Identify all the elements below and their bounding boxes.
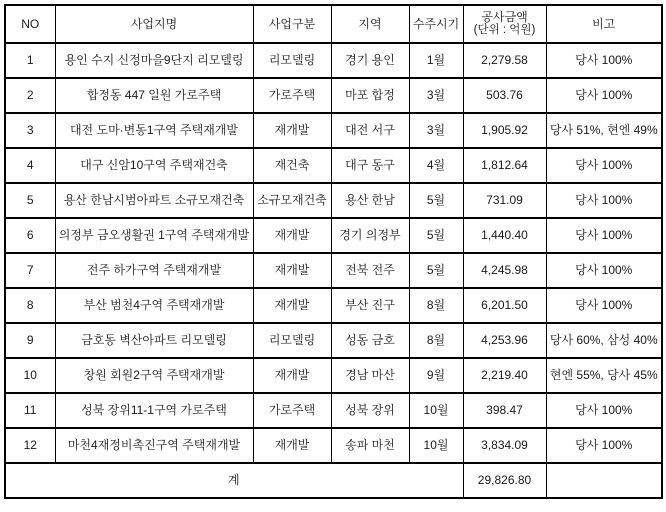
cell-amount: 1,440.40 xyxy=(463,218,546,253)
cell-type: 리모델링 xyxy=(253,323,331,358)
cell-no: 1 xyxy=(5,43,55,78)
cell-amount: 2,279.58 xyxy=(463,43,546,78)
cell-name: 부산 범천4구역 주택재개발 xyxy=(55,288,253,323)
cell-no: 5 xyxy=(5,183,55,218)
cell-no: 4 xyxy=(5,148,55,183)
cell-name: 의정부 금오생활권 1구역 주택재개발 xyxy=(55,218,253,253)
cell-amount: 398.47 xyxy=(463,393,546,428)
table-row xyxy=(5,323,662,358)
cell-no: 12 xyxy=(5,428,55,463)
cell-no: 9 xyxy=(5,323,55,358)
construction-orders-table xyxy=(4,4,663,499)
table-row xyxy=(5,288,662,323)
cell-region: 부산 진구 xyxy=(331,288,409,323)
cell-region: 대전 서구 xyxy=(331,113,409,148)
cell-remark: 당사 100% xyxy=(546,78,662,113)
cell-remark: 당사 100% xyxy=(546,253,662,288)
cell-region: 용산 한남 xyxy=(331,183,409,218)
cell-name: 전주 하가구역 주택재개발 xyxy=(55,253,253,288)
amount-header-sublabel: (단위 : 억원) xyxy=(473,24,536,37)
table-row xyxy=(5,43,662,78)
cell-type: 재개발 xyxy=(253,428,331,463)
cell-month: 10월 xyxy=(409,428,463,463)
cell-no: 2 xyxy=(5,78,55,113)
header-cell-amount xyxy=(463,5,546,43)
cell-region: 대구 동구 xyxy=(331,148,409,183)
header-row xyxy=(5,5,662,43)
cell-no: 3 xyxy=(5,113,55,148)
cell-amount: 2,219.40 xyxy=(463,358,546,393)
cell-region: 성동 금호 xyxy=(331,323,409,358)
cell-name: 창원 회원2구역 주택재개발 xyxy=(55,358,253,393)
cell-name: 대구 신암10구역 주택재건축 xyxy=(55,148,253,183)
cell-no: 8 xyxy=(5,288,55,323)
total-amount-cell: 29,826.80 xyxy=(463,463,546,498)
header-cell-remark: 비고 xyxy=(546,5,662,43)
cell-name: 마천4재정비촉진구역 주택재개발 xyxy=(55,428,253,463)
table-body xyxy=(5,43,662,463)
cell-amount: 1,812.64 xyxy=(463,148,546,183)
cell-region: 경기 용인 xyxy=(331,43,409,78)
cell-month: 3월 xyxy=(409,78,463,113)
table-row xyxy=(5,218,662,253)
cell-name: 성북 장위11-1구역 가로주택 xyxy=(55,393,253,428)
table-row xyxy=(5,393,662,428)
cell-month: 8월 xyxy=(409,323,463,358)
table-row xyxy=(5,183,662,218)
table-row xyxy=(5,358,662,393)
table-row xyxy=(5,253,662,288)
cell-remark: 당사 100% xyxy=(546,428,662,463)
cell-month: 9월 xyxy=(409,358,463,393)
header-cell-region: 지역 xyxy=(331,5,409,43)
cell-amount: 3,834.09 xyxy=(463,428,546,463)
cell-type: 재개발 xyxy=(253,113,331,148)
cell-no: 10 xyxy=(5,358,55,393)
cell-remark: 당사 100% xyxy=(546,183,662,218)
cell-amount: 503.76 xyxy=(463,78,546,113)
table-row xyxy=(5,428,662,463)
cell-month: 5월 xyxy=(409,183,463,218)
cell-name: 합정동 447 일원 가로주택 xyxy=(55,78,253,113)
cell-name: 용인 수지 신정마을9단지 리모델링 xyxy=(55,43,253,78)
table-header xyxy=(5,5,662,43)
cell-month: 4월 xyxy=(409,148,463,183)
amount-header-label: 공사금액 xyxy=(481,9,528,24)
cell-remark: 당사 100% xyxy=(546,288,662,323)
cell-type: 가로주택 xyxy=(253,78,331,113)
cell-type: 리모델링 xyxy=(253,43,331,78)
cell-remark: 당사 100% xyxy=(546,218,662,253)
cell-type: 재개발 xyxy=(253,358,331,393)
cell-name: 용산 한남시범아파트 소규모재건축 xyxy=(55,183,253,218)
cell-type: 재건축 xyxy=(253,148,331,183)
cell-region: 경남 마산 xyxy=(331,358,409,393)
total-remark-cell xyxy=(546,463,662,498)
cell-region: 마포 합정 xyxy=(331,78,409,113)
cell-type: 재개발 xyxy=(253,288,331,323)
cell-region: 경기 의정부 xyxy=(331,218,409,253)
cell-type: 재개발 xyxy=(253,253,331,288)
cell-remark: 당사 100% xyxy=(546,43,662,78)
total-row xyxy=(5,463,662,498)
header-cell-name: 사업지명 xyxy=(55,5,253,43)
cell-region: 송파 마천 xyxy=(331,428,409,463)
total-label-cell: 계 xyxy=(5,463,463,498)
cell-month: 8월 xyxy=(409,288,463,323)
cell-region: 전북 전주 xyxy=(331,253,409,288)
cell-remark: 당사 100% xyxy=(546,393,662,428)
table-row xyxy=(5,148,662,183)
cell-no: 11 xyxy=(5,393,55,428)
cell-amount: 4,245.98 xyxy=(463,253,546,288)
cell-amount: 6,201.50 xyxy=(463,288,546,323)
cell-region: 성북 장위 xyxy=(331,393,409,428)
cell-month: 5월 xyxy=(409,253,463,288)
cell-type: 재개발 xyxy=(253,218,331,253)
cell-type: 가로주택 xyxy=(253,393,331,428)
header-cell-month: 수주시기 xyxy=(409,5,463,43)
cell-amount: 1,905.92 xyxy=(463,113,546,148)
cell-remark: 현엔 55%, 당사 45% xyxy=(546,358,662,393)
cell-month: 5월 xyxy=(409,218,463,253)
cell-type: 소규모재건축 xyxy=(253,183,331,218)
cell-amount: 731.09 xyxy=(463,183,546,218)
cell-no: 7 xyxy=(5,253,55,288)
header-cell-type: 사업구분 xyxy=(253,5,331,43)
cell-name: 금호동 벽산아파트 리모델링 xyxy=(55,323,253,358)
table-footer xyxy=(5,463,662,498)
cell-remark: 당사 100% xyxy=(546,148,662,183)
cell-name: 대전 도마·변동1구역 주택재개발 xyxy=(55,113,253,148)
cell-amount: 4,253.96 xyxy=(463,323,546,358)
table-row xyxy=(5,78,662,113)
cell-month: 10월 xyxy=(409,393,463,428)
table-row xyxy=(5,113,662,148)
cell-remark: 당사 60%, 삼성 40% xyxy=(546,323,662,358)
cell-remark: 당사 51%, 현엔 49% xyxy=(546,113,662,148)
cell-month: 3월 xyxy=(409,113,463,148)
cell-no: 6 xyxy=(5,218,55,253)
header-cell-no: NO xyxy=(5,5,55,43)
cell-month: 1월 xyxy=(409,43,463,78)
